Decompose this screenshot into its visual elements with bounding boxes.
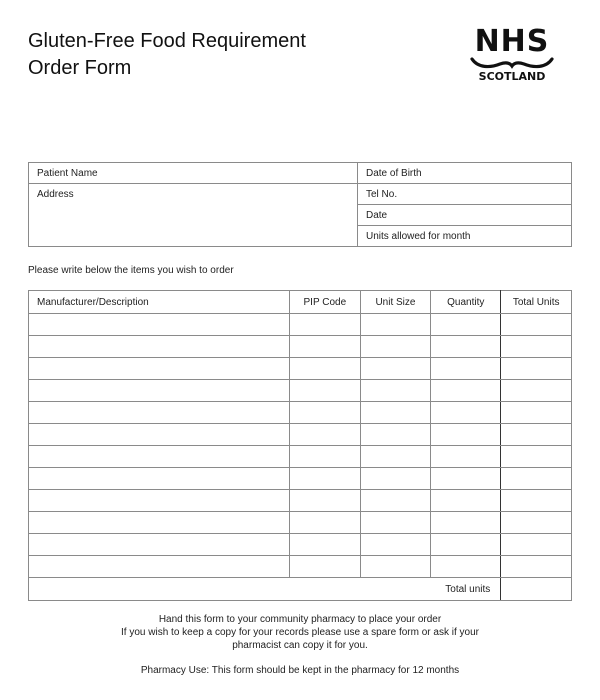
cell-total-units[interactable] bbox=[501, 380, 572, 402]
table-row bbox=[29, 512, 572, 534]
cell-description[interactable] bbox=[29, 490, 290, 512]
patient-name-field[interactable] bbox=[29, 163, 358, 184]
cell-unit-size[interactable] bbox=[360, 424, 431, 446]
cell-unit-size[interactable] bbox=[360, 534, 431, 556]
cell-description[interactable] bbox=[29, 534, 290, 556]
form-title bbox=[28, 28, 306, 82]
table-row bbox=[29, 490, 572, 512]
cell-description[interactable] bbox=[29, 556, 290, 578]
cell-total-units[interactable] bbox=[501, 358, 572, 380]
order-items-table bbox=[28, 290, 572, 601]
cell-unit-size[interactable] bbox=[360, 336, 431, 358]
cell-description[interactable] bbox=[29, 314, 290, 336]
address-field[interactable] bbox=[29, 184, 358, 247]
date-label: Date bbox=[366, 210, 388, 221]
table-row bbox=[29, 468, 572, 490]
cell-quantity[interactable] bbox=[431, 446, 501, 468]
cell-pip-code[interactable] bbox=[289, 490, 360, 512]
table-row bbox=[29, 534, 572, 556]
cell-description[interactable] bbox=[29, 468, 290, 490]
column-header-pip-code: PIP Code bbox=[289, 291, 360, 314]
cell-unit-size[interactable] bbox=[360, 446, 431, 468]
column-header-unit-size: Unit Size bbox=[360, 291, 431, 314]
cell-pip-code[interactable] bbox=[289, 468, 360, 490]
cell-unit-size[interactable] bbox=[360, 468, 431, 490]
cell-pip-code[interactable] bbox=[289, 512, 360, 534]
cell-quantity[interactable] bbox=[431, 358, 501, 380]
cell-pip-code[interactable] bbox=[289, 336, 360, 358]
table-row bbox=[29, 358, 572, 380]
cell-pip-code[interactable] bbox=[289, 446, 360, 468]
cell-total-units[interactable] bbox=[501, 446, 572, 468]
column-header-description: Manufacturer/Description bbox=[29, 291, 290, 314]
cell-description[interactable] bbox=[29, 358, 290, 380]
cell-total-units[interactable] bbox=[501, 490, 572, 512]
cell-quantity[interactable] bbox=[431, 468, 501, 490]
tel-no-field[interactable] bbox=[358, 184, 572, 205]
cell-pip-code[interactable] bbox=[289, 358, 360, 380]
table-row bbox=[29, 380, 572, 402]
cell-total-units[interactable] bbox=[501, 556, 572, 578]
cell-quantity[interactable] bbox=[431, 490, 501, 512]
column-header-quantity: Quantity bbox=[431, 291, 501, 314]
footer-line-2: If you wish to keep a copy for your records please use a spare form or ask if your bbox=[121, 627, 479, 638]
cell-quantity[interactable] bbox=[431, 314, 501, 336]
cell-unit-size[interactable] bbox=[360, 380, 431, 402]
cell-total-units[interactable] bbox=[501, 534, 572, 556]
cell-description[interactable] bbox=[29, 402, 290, 424]
patient-details-table bbox=[28, 162, 572, 247]
cell-pip-code[interactable] bbox=[289, 314, 360, 336]
logo-scotland-text: SCOTLAND bbox=[478, 70, 546, 83]
cell-quantity[interactable] bbox=[431, 380, 501, 402]
order-instructions: Please write below the items you wish to order bbox=[28, 265, 234, 276]
cell-total-units[interactable] bbox=[501, 402, 572, 424]
tel-no-label: Tel No. bbox=[366, 189, 398, 200]
cell-unit-size[interactable] bbox=[360, 490, 431, 512]
table-header-row bbox=[29, 291, 572, 314]
table-row bbox=[29, 446, 572, 468]
total-units-label: Total units bbox=[29, 578, 501, 601]
table-row bbox=[29, 402, 572, 424]
cell-unit-size[interactable] bbox=[360, 358, 431, 380]
cell-pip-code[interactable] bbox=[289, 534, 360, 556]
logo-nhs-text: NHS bbox=[474, 24, 550, 59]
address-label: Address bbox=[37, 189, 74, 200]
cell-unit-size[interactable] bbox=[360, 314, 431, 336]
date-of-birth-label: Date of Birth bbox=[366, 168, 422, 179]
table-row bbox=[29, 424, 572, 446]
footer-line-3: pharmacist can copy it for you. bbox=[232, 640, 368, 651]
cell-pip-code[interactable] bbox=[289, 402, 360, 424]
cell-description[interactable] bbox=[29, 380, 290, 402]
total-units-value-field[interactable] bbox=[501, 578, 572, 601]
table-row bbox=[29, 336, 572, 358]
cell-quantity[interactable] bbox=[431, 336, 501, 358]
cell-description[interactable] bbox=[29, 446, 290, 468]
cell-quantity[interactable] bbox=[431, 424, 501, 446]
table-row bbox=[29, 314, 572, 336]
cell-quantity[interactable] bbox=[431, 556, 501, 578]
footer-instructions bbox=[0, 613, 600, 652]
total-units-row bbox=[29, 578, 572, 601]
cell-total-units[interactable] bbox=[501, 468, 572, 490]
cell-pip-code[interactable] bbox=[289, 380, 360, 402]
cell-quantity[interactable] bbox=[431, 512, 501, 534]
cell-pip-code[interactable] bbox=[289, 556, 360, 578]
table-row bbox=[29, 556, 572, 578]
cell-total-units[interactable] bbox=[501, 424, 572, 446]
cell-unit-size[interactable] bbox=[360, 556, 431, 578]
footer-line-1: Hand this form to your community pharmacy to place your order bbox=[158, 614, 442, 625]
patient-name-label: Patient Name bbox=[37, 168, 98, 179]
cell-description[interactable] bbox=[29, 424, 290, 446]
cell-quantity[interactable] bbox=[431, 534, 501, 556]
cell-total-units[interactable] bbox=[501, 336, 572, 358]
cell-unit-size[interactable] bbox=[360, 402, 431, 424]
units-allowed-label: Units allowed for month bbox=[366, 231, 471, 242]
column-header-total-units: Total Units bbox=[501, 291, 572, 314]
form-title-line-1: Gluten-Free Food Requirement bbox=[28, 30, 306, 52]
cell-unit-size[interactable] bbox=[360, 512, 431, 534]
footer-pharmacy-note: Pharmacy Use: This form should be kept in the pharmacy for 12 months bbox=[140, 665, 460, 676]
date-of-birth-field[interactable] bbox=[358, 163, 572, 184]
cell-total-units[interactable] bbox=[501, 314, 572, 336]
units-allowed-field[interactable] bbox=[358, 226, 572, 247]
cell-description[interactable] bbox=[29, 336, 290, 358]
cell-pip-code[interactable] bbox=[289, 424, 360, 446]
date-field[interactable] bbox=[358, 205, 572, 226]
nhs-scotland-logo bbox=[462, 24, 562, 83]
cell-quantity[interactable] bbox=[431, 402, 501, 424]
cell-description[interactable] bbox=[29, 512, 290, 534]
form-title-line-2: Order Form bbox=[28, 57, 132, 79]
cell-total-units[interactable] bbox=[501, 512, 572, 534]
